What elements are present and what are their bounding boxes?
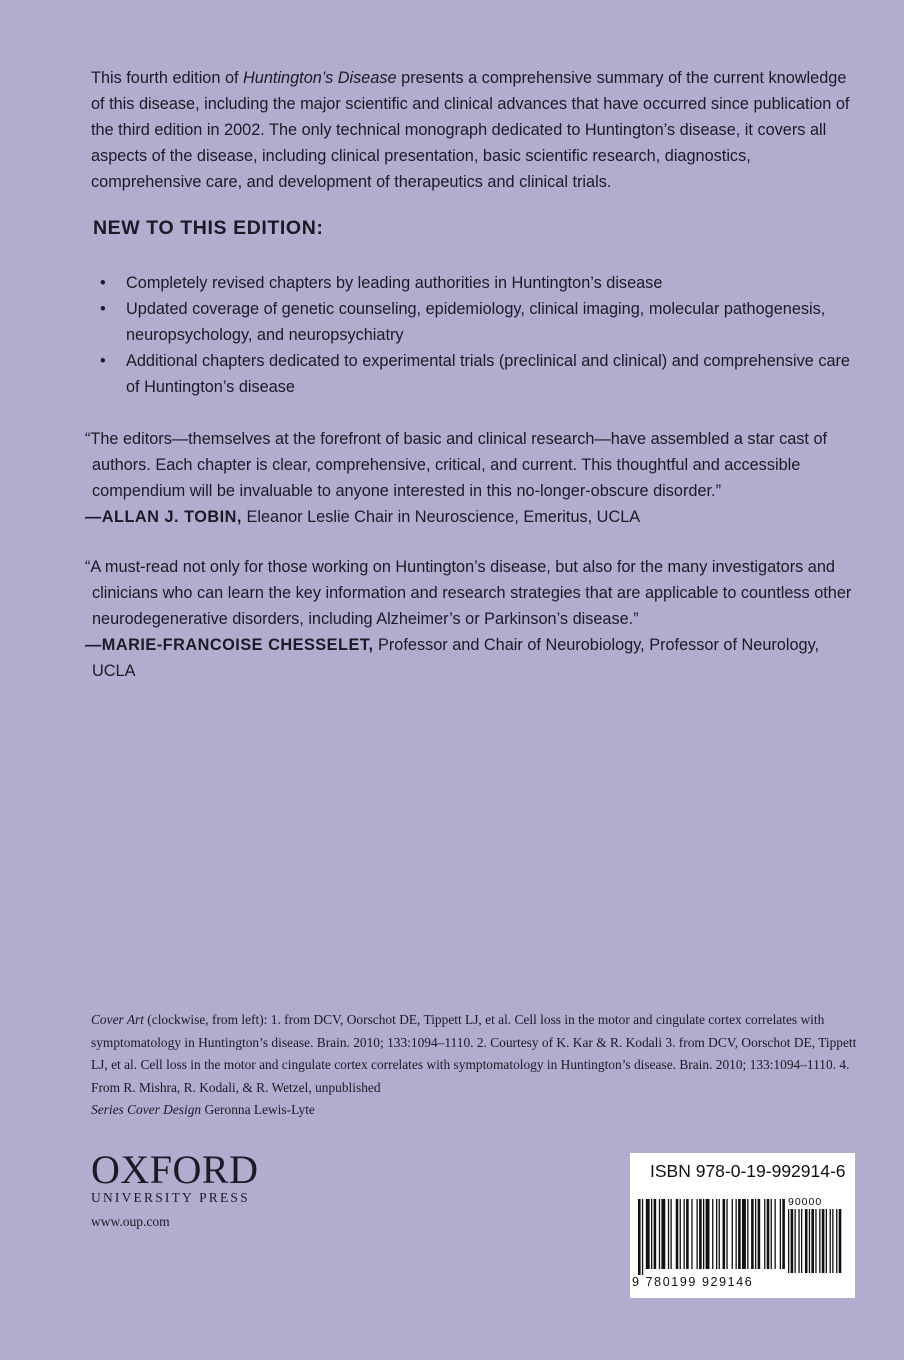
isbn-number: ISBN 978-0-19-992914-6	[650, 1161, 846, 1181]
list-item	[100, 348, 860, 400]
quote-attribution	[85, 632, 865, 684]
publisher-subname: UNIVERSITY PRESS	[91, 1190, 250, 1205]
list-item-text: Additional chapters dedicated to experimental trials (preclinical and clinical) and comprehensive care of Huntington’s disease	[126, 352, 850, 396]
review-quote-chesselet	[85, 554, 865, 684]
cover-art-credit	[91, 1009, 861, 1099]
cover-credits	[91, 1009, 861, 1122]
list-item-text: Completely revised chapters by leading authorities in Huntington’s disease	[126, 274, 663, 292]
series-design-text: Geronna Lewis-Lyte	[201, 1102, 315, 1117]
new-edition-list	[100, 270, 860, 400]
description-paragraph	[91, 65, 861, 195]
cover-art-text: (clockwise, from left): 1. from DCV, Oorschot DE, Tippett LJ, et al. Cell loss in the motor and cingulate cortex correlates with symptomatology in Huntington’s disease. Brain. 2010; 133:1094–1110. 2. Courtesy of K. Kar & R. Kodali 3. from DCV, Oorschot DE, Tippett LJ, et al. Cell loss in the motor and cingulate cortex correlates with symptomatology in Huntington’s disease. Brain. 2010; 133:1094–1110. 4. From R. Mishra, R. Kodali, & R. Wetzel, unpublished	[91, 1012, 857, 1095]
publisher-url: www.oup.com	[91, 1214, 170, 1229]
bullet-icon: •	[100, 300, 106, 318]
list-item	[100, 296, 860, 348]
publisher-logo	[91, 1147, 259, 1206]
reviewer-title: Professor and Chair of Neurobiology, Professor of Neurology, UCLA	[92, 636, 820, 680]
reviewer-name: —ALLAN J. TOBIN,	[85, 508, 242, 526]
reviewer-name: —MARIE-FRANCOISE CHESSELET,	[85, 636, 374, 654]
quote-text: “A must-read not only for those working on Huntington’s disease, but also for the many investigators and clinicians who can learn the key information and research strategies that are applicable to countless other neurodegenerative disorders, including Alzheimer’s or Parkinson’s disease.”	[85, 558, 852, 628]
quote-text: “The editors—themselves at the forefront of basic and clinical research—have assembled a star cast of authors. Each chapter is clear, comprehensive, critical, and current. This thoughtful and accessible compendium will be invaluable to anyone interested in this no-longer-obscure disorder.”	[85, 430, 828, 500]
series-design-label: Series Cover Design	[91, 1102, 202, 1117]
bullet-icon: •	[100, 352, 106, 370]
barcode-panel	[630, 1153, 855, 1298]
new-edition-heading: NEW TO THIS EDITION:	[93, 217, 324, 239]
list-item	[100, 270, 860, 296]
list-item-text: Updated coverage of genetic counseling, epidemiology, clinical imaging, molecular pathogenesis, neuropsychology, and neuropsychiatry	[126, 300, 826, 344]
review-quote-tobin	[85, 426, 865, 530]
publisher-name: OXFORD	[91, 1147, 259, 1192]
bullet-icon: •	[100, 274, 106, 292]
description-text-end: presents a comprehensive summary of the current knowledge of this disease, including the major scientific and clinical advances that have occurred since publication of the third edition in 2002. The only technical monograph dedicated to Huntington’s disease, it covers all aspects of the disease, including clinical presentation, basic scientific research, diagnostics, comprehensive care, and development of therapeutics and clinical trials.	[91, 69, 850, 191]
cover-art-label: Cover Art	[91, 1012, 144, 1027]
quote-attribution	[85, 504, 865, 530]
book-title: Huntington’s Disease	[243, 69, 397, 87]
ean-number: 9 780199 929146	[632, 1275, 754, 1289]
description-block	[91, 65, 861, 195]
reviewer-title: Eleanor Leslie Chair in Neuroscience, Emeritus, UCLA	[241, 508, 641, 526]
series-design-credit	[91, 1099, 861, 1122]
description-text-start: This fourth edition of	[91, 69, 244, 87]
price-code: 90000	[788, 1196, 823, 1208]
barcode-icon	[636, 1199, 848, 1275]
